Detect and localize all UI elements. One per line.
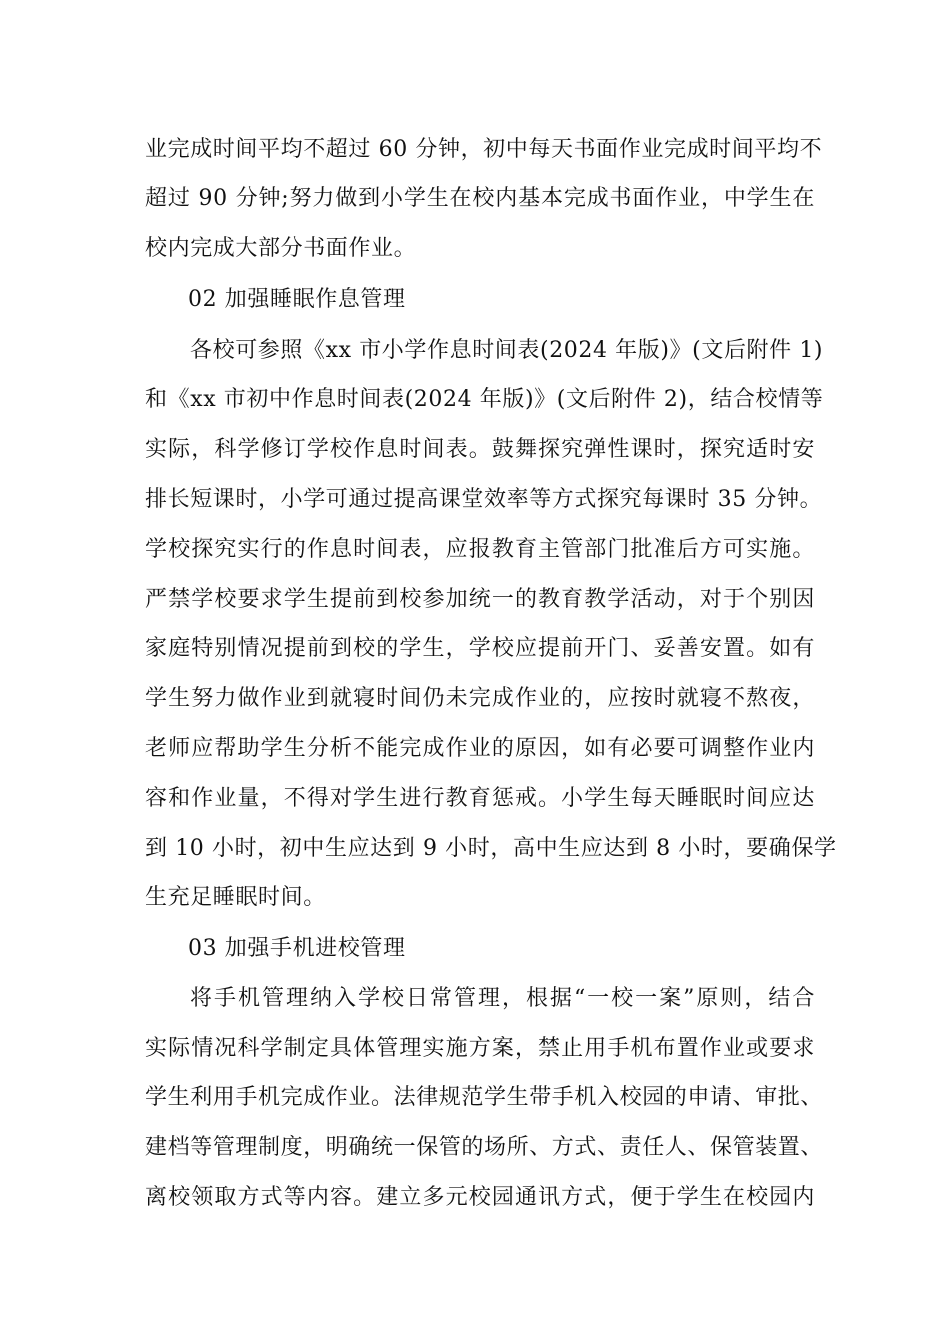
text-line: 将手机管理纳入学校日常管理，根据“一校一案”原则，结合 xyxy=(190,986,815,1011)
text-line: 超过 90 分钟;努力做到小学生在校内基本完成书面作业，中学生在 xyxy=(145,186,815,211)
text-line: 实际情况科学制定具体管理实施方案，禁止用手机布置作业或要求 xyxy=(145,1036,815,1061)
text-line: 学校探究实行的作息时间表，应报教育主管部门批准后方可实施。 xyxy=(145,537,815,562)
text-line: 学生努力做作业到就寝时间仍未完成作业的，应按时就寝不熬夜， xyxy=(145,686,815,711)
text-line: 离校领取方式等内容。建立多元校园通讯方式，便于学生在校园内 xyxy=(145,1185,815,1210)
text-line: 严禁学校要求学生提前到校参加统一的教育教学活动，对于个别因 xyxy=(145,587,815,612)
text-line: 学生利用手机完成作业。法律规范学生带手机入校园的申请、审批、 xyxy=(145,1085,824,1110)
text-line: 校内完成大部分书面作业。 xyxy=(145,236,417,261)
text-line: 生充足睡眠时间。 xyxy=(145,885,326,910)
text-line: 实际，科学修订学校作息时间表。鼓舞探究弹性课时，探究适时安 xyxy=(145,437,815,462)
text-line: 家庭特别情况提前到校的学生，学校应提前开门、妥善安置。如有 xyxy=(145,636,815,661)
text-line: 老师应帮助学生分析不能完成作业的原因，如有必要可调整作业内 xyxy=(145,736,815,761)
text-line: 到 10 小时，初中生应达到 9 小时，高中生应达到 8 小时，要确保学 xyxy=(145,836,837,861)
text-line: 各校可参照《xx 市小学作息时间表(2024 年版)》(文后附件 1) xyxy=(190,338,824,363)
section-heading: 03 加强手机进校管理 xyxy=(188,936,406,961)
text-line: 容和作业量，不得对学生进行教育惩戒。小学生每天睡眠时间应达 xyxy=(145,786,815,811)
text-line: 和《xx 市初中作息时间表(2024 年版)》(文后附件 2)，结合校情等 xyxy=(145,387,824,412)
text-line: 业完成时间平均不超过 60 分钟，初中每天书面作业完成时间平均不 xyxy=(145,137,823,162)
section-heading: 02 加强睡眠作息管理 xyxy=(188,287,406,312)
text-line: 排长短课时，小学可通过提高课堂效率等方式探究每课时 35 分钟。 xyxy=(145,487,823,512)
text-line: 建档等管理制度，明确统一保管的场所、方式、责任人、保管装置、 xyxy=(145,1135,824,1160)
